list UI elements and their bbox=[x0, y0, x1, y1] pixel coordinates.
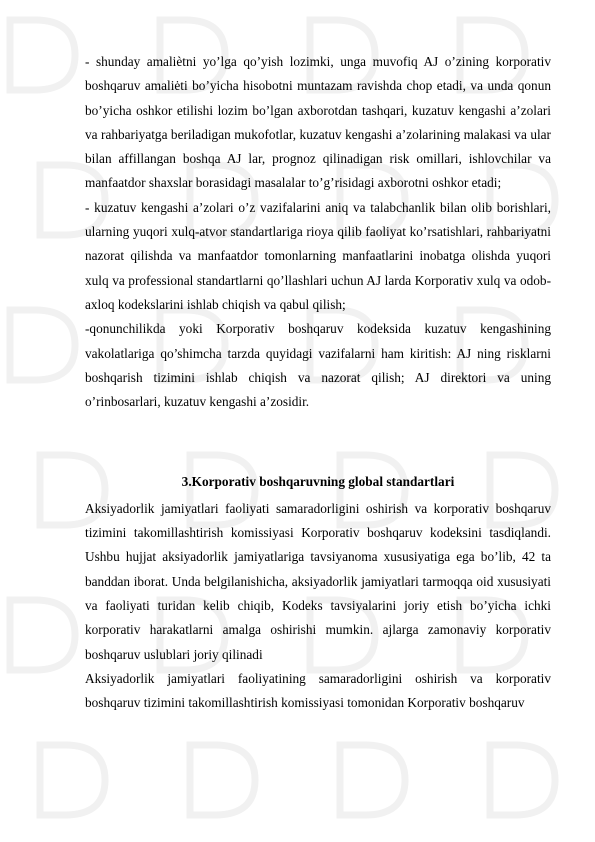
watermark-glyph bbox=[490, 745, 555, 815]
watermark-glyph bbox=[10, 600, 75, 670]
watermark-glyph bbox=[40, 745, 105, 815]
paragraph-commission-continued: Aksiyadorlik jamiyatlari faoliyatining samaradorligini oshirish va korporativ boshqaruv tizimini takomillashtirish komissiyasi tomonidan Korporativ boshqaruv bbox=[85, 670, 551, 711]
watermark-glyph bbox=[10, 310, 75, 380]
paragraph-governance-code-approval: Aksiyadorlik jamiyatlari faoliyati samaradorligini oshirish va korporativ boshqaruv tizimini takomillashtirish komissiyasi Korporativ boshqaruv kodeksini tasdiqlandi. Ushbu hujjat aksiyadorlik jamiyatlariga tavsiyanoma xususiyatiga ega bo’lib, 42 ta banddan iborat. Unda belgilanishicha, aksiyadorlik jamiyatlari tarmoqqa oid xususiyati va faoliyati turidan kelib chiqib, Kodeks tavsiyalarini joriy etish bo’yicha ichki korporativ harakatlarni amalga oshirishi mumkin. ajlarga zamonaviy korporativ boshqaruv uslublari joriy qilinadi bbox=[85, 500, 551, 662]
paragraph-board-conduct-codes: - kuzatuv kengashi a’zolari o’z vazifalarini aniq va talabchanlik bilan olib borishlari, ularning yuqori xulq-atvor standartlariga rioya qilib faoliyat ko’rsatishlari, rahbariyatni nazorat qilishda va manfaatdor tomonlarning manfaatlarini inobatga olishda yuqori xulq va professional standartlarni qo’llashlari uchun AJ larda Korporativ xulq va odob-axloq kodekslarini ishlab chiqish va qabul qilish; bbox=[85, 199, 551, 312]
watermark-glyph bbox=[340, 745, 405, 815]
paragraph-disclosure-practice: - shunday amaliètni yo’lga qo’yish lozimki, unga muvofiq AJ o’zining korporativ boshqaruv amaliėti bo’yicha hisobotni muntazam ravishda chop etadi, va unda qonun bo’yicha oshkor etilishi lozim bo’lgan axborotdan tashqari, kuzatuv kengashi a’zolari va rahbariyatga beriladigan mukofotlar, kuzatuv kengashi a’zolarining malakasi va ular bilan affillangan boshqa AJ lar, prognoz qilinadigan risk omillari, ishlovchilar va manfaatdor shaxslar borasidagi masalalar to’g’risidagi axborotni oshkor etadi; bbox=[85, 54, 551, 191]
section-heading: 3.Korporativ boshqaruvning global standartlari bbox=[181, 474, 455, 490]
document-page bbox=[85, 50, 551, 715]
paragraph-board-additional-duties: -qonunchilikda yoki Korporativ boshqaruv kodeksida kuzatuv kengashining vakolatlariga qo’shimcha tarzda quyidagi vazifalarni ham kiritish: AJ ning risklarni boshqarish tizimini ishlab chiqish va nazorat qilish; AJ direktori va uning o’rinbosarlari, kuzatuv kengashi a’zosidir. bbox=[85, 321, 551, 410]
watermark-glyph bbox=[190, 745, 255, 815]
watermark-glyph bbox=[10, 20, 75, 90]
section-spacer bbox=[85, 414, 551, 470]
